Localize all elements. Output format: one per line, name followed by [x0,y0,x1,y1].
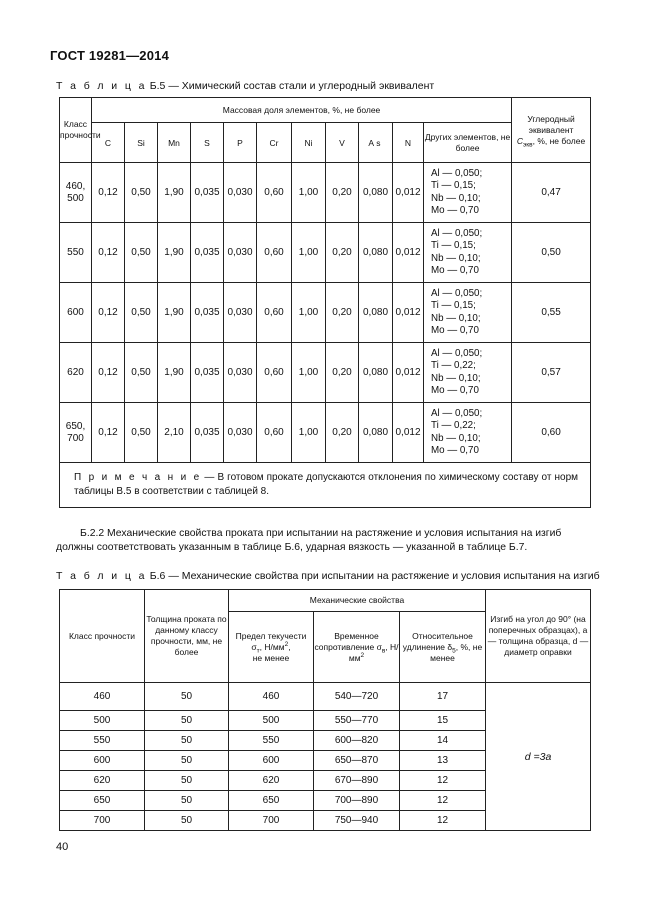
element-value-cell: 0,035 [191,403,224,463]
element-value-cell: 0,035 [191,163,224,223]
other-element-line: Ti — 0,15; [431,180,476,192]
table5-header-element: As [359,123,393,163]
element-value-cell: 0,50 [125,223,158,283]
element-value-cell: 0,50 [125,283,158,343]
table5-header-class: Класс прочности [60,98,92,163]
elong-sub: 5 [452,647,456,655]
other-element-line: Mo — 0,70 [431,204,479,216]
tensile-cell: 540—720 [314,683,400,711]
table5-header-element: Mn [158,123,191,163]
other-element-line: Ti — 0,15; [431,240,476,252]
other-element-line: Al — 0,050; [431,167,483,179]
table6-header-tensile [314,612,400,683]
yield-cell: 700 [229,811,314,831]
tensile-sq: 2 [360,651,365,659]
tensile-symbol: σ [376,641,382,652]
tensile-unit: , Н/мм [348,641,399,663]
element-value-cell: 0,030 [224,163,257,223]
element-value-cell: 0,080 [359,223,393,283]
other-element-line: Nb — 0,10; [431,372,481,384]
other-elements-cell [424,343,512,403]
class-cell: 650, 700 [60,403,92,463]
class-cell: 600 [60,283,92,343]
elongation-cell: 12 [400,791,486,811]
element-value-cell: 1,00 [292,223,326,283]
table5-row [60,343,591,403]
table6-header-mech: Механические свойства [229,590,486,612]
yield-sub: т [256,647,260,655]
table5-header-element: S [191,123,224,163]
bend-condition-cell: d =3a [486,683,591,831]
elongation-cell: 12 [400,811,486,831]
element-value-cell: 0,080 [359,403,393,463]
class-cell: 620 [60,343,92,403]
tensile-label: Временное сопротивление [314,630,379,652]
ceq-subscript: экв [522,141,533,149]
element-value-cell: 0,50 [125,343,158,403]
thickness-cell: 50 [145,731,229,751]
table5-row [60,283,591,343]
yield-unit: , Н/мм [259,641,285,652]
table5-header-element: P [224,123,257,163]
element-value-cell: 0,080 [359,163,393,223]
table5-row [60,163,591,223]
yield-cell: 550 [229,731,314,751]
table5-header-element: V [326,123,359,163]
element-value-cell: 0,012 [393,403,424,463]
element-value-cell: 0,030 [224,343,257,403]
tensile-cell: 650—870 [314,751,400,771]
ceq-label: Углеродный эквивалент [527,113,575,135]
element-value-cell: 0,080 [359,283,393,343]
element-value-cell: 1,00 [292,163,326,223]
tensile-cell: 700—890 [314,791,400,811]
table6-header-elongation [400,612,486,683]
thickness-cell: 50 [145,683,229,711]
page-number: 40 [56,841,69,853]
element-value-cell: 0,12 [92,403,125,463]
other-elements-cell [424,163,512,223]
element-value-cell: 0,60 [257,283,292,343]
elong-symbol: δ [447,641,453,652]
class-cell: 550 [60,731,145,751]
other-element-line: Al — 0,050; [431,287,483,299]
element-value-cell: 1,90 [158,283,191,343]
table5-caption-text: Б.5 — Химический состав стали и углеродный эквивалент [149,80,435,92]
chemical-composition-table [59,97,591,508]
carbon-equiv-cell: 0,50 [512,223,591,283]
elongation-cell: 17 [400,683,486,711]
element-value-cell: 0,012 [393,283,424,343]
yield-cell: 500 [229,711,314,731]
thickness-cell: 50 [145,811,229,831]
element-value-cell: 0,080 [359,343,393,403]
table5-header-element: Ni [292,123,326,163]
table5-header-others: Других элементов, не более [424,123,512,163]
yield-sq: 2 [284,640,289,648]
table5-header-element: C [92,123,125,163]
table6-header-yield: Предел текучести $\sigma_т$, $Н/мм^2$, не менее [229,612,314,683]
class-cell: 620 [60,771,145,791]
element-value-cell: 0,60 [257,343,292,403]
yield-min: не менее [252,652,290,663]
element-value-cell: 0,60 [257,403,292,463]
element-value-cell: 0,60 [257,163,292,223]
tensile-cell: 670—890 [314,771,400,791]
class-cell: 460, 500 [60,163,92,223]
note-text: — В готовом прокате допускаются отклонения по химическому составу от норм таблицы В.5 в соответствии с таблицей 8. [74,472,579,497]
element-value-cell: 0,20 [326,403,359,463]
table5-header-mass-fraction: Массовая доля элементов, %, не более [92,98,512,123]
element-value-cell: 0,12 [92,223,125,283]
tensile-cell: 600—820 [314,731,400,751]
table5-note [60,463,591,508]
ceq-unit: , %, не более [532,135,586,146]
other-element-line: Nb — 0,10; [431,192,481,204]
element-value-cell: 0,035 [191,223,224,283]
element-value-cell: 1,00 [292,283,326,343]
table5-caption-prefix: Т а б л и ц а [56,80,147,92]
document-code: ГОСТ 19281—2014 [50,48,169,63]
yield-cell: 460 [229,683,314,711]
elongation-cell: 14 [400,731,486,751]
class-cell: 600 [60,751,145,771]
carbon-equiv-cell: 0,57 [512,343,591,403]
yield-label: Предел текучести [235,630,307,641]
other-element-line: Al — 0,050; [431,227,483,239]
class-cell: 700 [60,811,145,831]
tensile-cell: 550—770 [314,711,400,731]
elong-unit: , %, не менее [430,641,483,663]
carbon-equiv-cell: 0,55 [512,283,591,343]
other-element-line: Al — 0,050; [431,347,483,359]
table6-header-bend: Изгиб на угол до 90° (на поперечных образцах), а — толщина образца, d — диаметр оправки [486,590,591,683]
table6-row [60,683,591,711]
yield-cell: 620 [229,771,314,791]
element-value-cell: 0,20 [326,163,359,223]
yield-cell: 650 [229,791,314,811]
carbon-equiv-cell: 0,47 [512,163,591,223]
tensile-cell: 750—940 [314,811,400,831]
element-value-cell: 0,20 [326,343,359,403]
class-cell: 550 [60,223,92,283]
other-element-line: Ti — 0,15; [431,300,476,312]
other-element-line: Nb — 0,10; [431,252,481,264]
ceq-symbol: C [516,135,523,146]
element-value-cell: 0,012 [393,163,424,223]
table5-row [60,223,591,283]
element-value-cell: 0,012 [393,343,424,403]
element-value-cell: 0,030 [224,403,257,463]
element-value-cell: 0,50 [125,163,158,223]
other-element-line: Mo — 0,70 [431,444,479,456]
elongation-cell: 13 [400,751,486,771]
element-value-cell: 0,60 [257,223,292,283]
tensile-sub: в [381,647,386,655]
element-value-cell: 0,20 [326,283,359,343]
paragraph-b22: Б.2.2 Механические свойства проката при испытании на растяжение и условия испытания на изгиб должны соответствовать указанным в таблице Б.6, ударная вязкость — указанной в таблице Б.7. [56,528,562,553]
element-value-cell: 1,90 [158,163,191,223]
mechanical-properties-table [59,589,591,831]
thickness-cell: 50 [145,771,229,791]
table6-header-class: Класс прочности [60,590,145,683]
other-element-line: Ti — 0,22; [431,420,476,432]
elongation-cell: 15 [400,711,486,731]
other-element-line: Nb — 0,10; [431,432,481,444]
class-cell: 500 [60,711,145,731]
other-element-line: Ti — 0,22; [431,360,476,372]
other-element-line: Mo — 0,70 [431,324,479,336]
other-element-line: Mo — 0,70 [431,264,479,276]
table5-caption [56,80,434,92]
table6-header-thickness: Толщина проката по данному классу прочности, мм, не более [145,590,229,683]
other-elements-cell [424,283,512,343]
table5-header-element: Si [125,123,158,163]
table5-header-element: N [393,123,424,163]
note-label: П р и м е ч а н и е [74,472,202,483]
other-elements-cell [424,403,512,463]
carbon-equiv-cell: 0,60 [512,403,591,463]
element-value-cell: 0,035 [191,283,224,343]
yield-cell: 600 [229,751,314,771]
other-elements-cell [424,223,512,283]
other-element-line: Al — 0,050; [431,407,483,419]
element-value-cell: 1,90 [158,223,191,283]
element-value-cell: 0,20 [326,223,359,283]
element-value-cell: 2,10 [158,403,191,463]
yield-symbol: σ [251,641,257,652]
class-cell: 460 [60,683,145,711]
table5-header-element: Cr [257,123,292,163]
elong-label: Относительное удлинение [402,630,473,652]
class-cell: 650 [60,791,145,811]
element-value-cell: 0,12 [92,283,125,343]
element-value-cell: 0,12 [92,163,125,223]
element-value-cell: 0,030 [224,283,257,343]
other-element-line: Nb — 0,10; [431,312,481,324]
element-value-cell: 0,50 [125,403,158,463]
table6-caption [56,570,600,582]
table6-caption-prefix: Т а б л и ц а [56,570,147,582]
element-value-cell: 0,030 [224,223,257,283]
element-value-cell: 0,035 [191,343,224,403]
element-value-cell: 1,90 [158,343,191,403]
element-value-cell: 0,012 [393,223,424,283]
element-value-cell: 1,00 [292,343,326,403]
elongation-cell: 12 [400,771,486,791]
element-value-cell: 1,00 [292,403,326,463]
other-element-line: Mo — 0,70 [431,384,479,396]
table6-caption-text: Б.6 — Механические свойства при испытании на растяжение и условия испытания на изгиб [149,570,600,582]
thickness-cell: 50 [145,751,229,771]
element-value-cell: 0,12 [92,343,125,403]
table5-header-carbon-equiv [512,98,591,163]
thickness-cell: 50 [145,791,229,811]
table5-row [60,403,591,463]
thickness-cell: 50 [145,711,229,731]
